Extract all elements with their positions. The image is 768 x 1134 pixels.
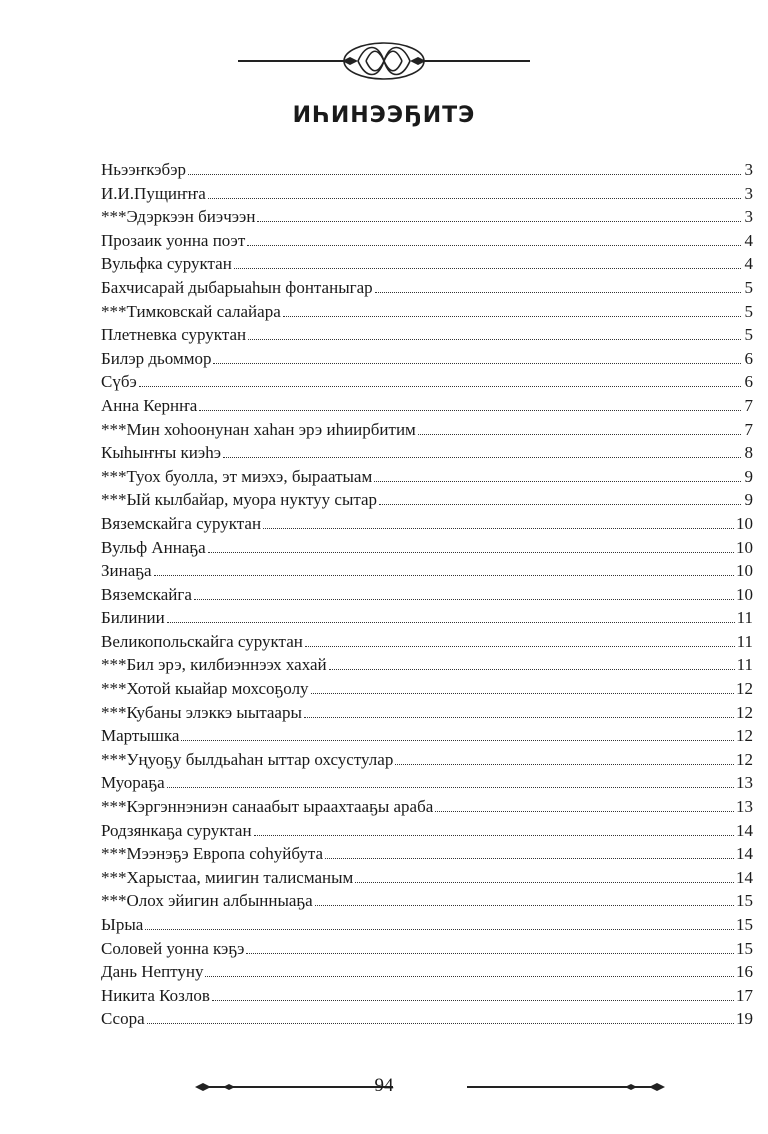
toc-dot-leader <box>325 857 734 859</box>
toc-entry <box>101 276 753 300</box>
toc-entry-title: Ньээҥкэбэр <box>101 160 186 179</box>
toc-dot-leader <box>395 763 734 765</box>
toc-entry-title: Кыһыҥҥы киэһэ <box>101 443 221 463</box>
toc-entry-page: 12 <box>736 679 753 699</box>
toc-entry <box>101 889 753 913</box>
toc-entry-title: ***Эдэркээн биэчээн <box>101 207 256 227</box>
toc-entry-page: 3 <box>744 183 753 203</box>
toc-entry-title: Бахчисарай дыбарыаһын фонтаныгар <box>101 277 373 297</box>
toc-entry-title: Вяземскайга <box>101 584 192 604</box>
toc-dot-leader <box>208 551 734 553</box>
toc-entry <box>101 394 753 418</box>
toc-dot-leader <box>355 881 734 883</box>
toc-entry-title: Вяземскайга суруктан <box>101 513 262 533</box>
toc-entry-page: 6 <box>744 372 753 392</box>
toc-entry-title: Никита Козлов <box>101 985 210 1005</box>
toc-entry-page: 6 <box>744 348 753 368</box>
toc-entry-title: ***Ый кылбайар, муора нуктуу сытар <box>101 490 378 510</box>
toc-entry <box>101 370 753 394</box>
toc-entry <box>101 347 753 371</box>
toc-entry-page: 4 <box>744 230 753 250</box>
toc-entry-title: ***Бил эрэ, килбиэннээх хахай <box>101 655 327 675</box>
toc-entry-title: Билинии <box>101 608 165 628</box>
toc-dot-leader <box>435 810 734 812</box>
toc-entry-title: Ырыа <box>101 915 144 934</box>
toc-dot-leader <box>234 267 741 269</box>
toc-entry <box>101 630 753 654</box>
toc-entry <box>101 229 753 253</box>
toc-entry-page: 5 <box>744 277 753 297</box>
toc-entry <box>101 252 753 276</box>
page-number: 94 <box>374 1075 394 1096</box>
toc-entry-title: ***Кубаны элэккэ ыытаары <box>101 702 302 722</box>
toc-entry <box>101 677 753 701</box>
toc-entry-page: 9 <box>744 466 753 486</box>
toc-entry-title: ***Мээнэҕэ Европа соһуйбута <box>101 844 324 864</box>
toc-entry <box>101 960 753 984</box>
toc-entry-page: 7 <box>744 419 753 439</box>
toc-dot-leader <box>247 244 741 246</box>
toc-dot-leader <box>263 527 734 529</box>
toc-dot-leader <box>418 433 741 435</box>
toc-entry <box>101 701 753 725</box>
toc-entry-page: 5 <box>744 325 753 345</box>
toc-dot-leader <box>304 716 734 718</box>
toc-entry-title: ***Олох эйигин албынныаҕа <box>101 891 313 911</box>
toc-dot-leader <box>375 291 741 293</box>
toc-entry <box>101 323 753 347</box>
toc-entry-page: 12 <box>736 749 753 769</box>
toc-dot-leader <box>223 456 741 458</box>
toc-entry <box>101 937 753 961</box>
toc-entry-title: Зинаҕа <box>101 561 152 581</box>
toc-entry-title: Плетневка суруктан <box>101 325 247 345</box>
toc-entry-title: Сүбэ <box>101 372 137 392</box>
toc-entry <box>101 748 753 772</box>
toc-dot-leader <box>154 574 734 576</box>
toc-entry <box>101 300 753 324</box>
toc-entry-title: Дань Нептуну <box>101 962 204 982</box>
toc-entry-page: 14 <box>736 844 753 864</box>
toc-entry-page: 10 <box>736 513 753 533</box>
toc-entry-title: ***Туох буолла, эт миэхэ, быраатыам <box>101 466 373 486</box>
toc-entry-title: Муораҕа <box>101 773 165 793</box>
toc-dot-leader <box>188 173 741 175</box>
toc-entry-page: 7 <box>744 395 753 415</box>
toc-entry-page: 12 <box>736 702 753 722</box>
toc-entry-page: 15 <box>736 915 753 934</box>
toc-entry <box>101 606 753 630</box>
toc-entry <box>101 724 753 748</box>
toc-dot-leader <box>311 692 734 694</box>
toc-entry-title: Вульф Аннаҕа <box>101 537 206 557</box>
toc-entry-page: 11 <box>736 655 753 675</box>
toc-dot-leader <box>147 1022 734 1024</box>
toc-entry-title: Прозаик уонна поэт <box>101 230 246 250</box>
toc-entry-page: 8 <box>744 443 753 463</box>
toc-entry <box>101 512 753 536</box>
toc-entry-title: ***Тимковскай салайара <box>101 301 281 321</box>
toc-entry-page: 19 <box>736 1009 753 1029</box>
toc-entry-page: 10 <box>736 584 753 604</box>
toc-entry-title: Мартышка <box>101 726 180 746</box>
page-title: ИҺИНЭЭҔИТЭ <box>292 103 476 128</box>
toc-entry-page: 13 <box>736 773 753 793</box>
toc-dot-leader <box>167 621 735 623</box>
toc-dot-leader <box>374 480 741 482</box>
toc-entry-page: 5 <box>744 301 753 321</box>
toc-entry-page: 14 <box>736 867 753 887</box>
toc-entry <box>101 559 753 583</box>
toc-dot-leader <box>139 385 741 387</box>
toc-dot-leader <box>145 928 734 930</box>
toc-entry-page: 3 <box>744 160 753 179</box>
decorative-header-ornament <box>238 38 530 84</box>
toc-dot-leader <box>257 220 741 222</box>
toc-dot-leader <box>329 668 735 670</box>
toc-entry-title: ***Мин хоһоонунан хаһан эрэ иһиирбитим <box>101 419 416 439</box>
toc-entry-title: Анна Кернҥа <box>101 395 198 415</box>
toc-dot-leader <box>205 975 734 977</box>
toc-entry <box>101 795 753 819</box>
toc-dot-leader <box>379 503 741 505</box>
toc-entry-title: Ссора <box>101 1009 145 1029</box>
toc-entry-title: ***Уңуоҕу былдьаһан ыттар охсустулар <box>101 749 394 769</box>
toc-entry-title: Великопольскайга суруктан <box>101 631 303 651</box>
toc-dot-leader <box>254 834 734 836</box>
toc-entry-title: И.И.Пущиҥҥа <box>101 183 206 203</box>
toc-entry <box>101 913 753 937</box>
toc-entry-page: 3 <box>744 207 753 227</box>
toc-entry-page: 10 <box>736 561 753 581</box>
toc-entry <box>101 158 753 182</box>
toc-entry-page: 14 <box>736 820 753 840</box>
toc-dot-leader <box>248 338 741 340</box>
toc-entry <box>101 536 753 560</box>
toc-entry <box>101 653 753 677</box>
toc-entry <box>101 583 753 607</box>
toc-entry-title: Билэр дьоммор <box>101 348 212 368</box>
toc-dot-leader <box>208 197 741 199</box>
toc-entry <box>101 488 753 512</box>
toc-entry <box>101 1007 753 1031</box>
toc-dot-leader <box>315 904 734 906</box>
toc-entry-page: 15 <box>736 938 753 958</box>
toc-dot-leader <box>283 315 741 317</box>
toc-dot-leader <box>194 598 734 600</box>
toc-entry-title: Родзянкаҕа суруктан <box>101 820 252 840</box>
toc-entry <box>101 465 753 489</box>
toc-entry-page: 15 <box>736 891 753 911</box>
toc-dot-leader <box>167 786 734 788</box>
toc-entry-title: Соловей уонна кэҕэ <box>101 938 245 958</box>
toc-entry-page: 11 <box>736 608 753 628</box>
toc-entry-page: 9 <box>744 490 753 510</box>
toc-entry <box>101 771 753 795</box>
toc-entry <box>101 182 753 206</box>
toc-entry-title: Вульфка суруктан <box>101 254 232 274</box>
toc-entry-page: 12 <box>736 726 753 746</box>
toc-entry-title: ***Кэргэннэниэн санаабыт ыраахтааҕы араба <box>101 797 434 817</box>
toc-entry-page: 11 <box>736 631 753 651</box>
toc-dot-leader <box>212 999 734 1001</box>
toc-entry <box>101 984 753 1008</box>
toc-entry <box>101 441 753 465</box>
toc-entry-page: 4 <box>744 254 753 274</box>
toc-entry <box>101 842 753 866</box>
table-of-contents <box>101 158 753 1031</box>
toc-entry <box>101 205 753 229</box>
toc-dot-leader <box>213 362 741 364</box>
toc-entry <box>101 418 753 442</box>
toc-dot-leader <box>246 952 734 954</box>
toc-dot-leader <box>181 739 734 741</box>
toc-entry-page: 17 <box>736 985 753 1005</box>
toc-entry <box>101 866 753 890</box>
toc-entry-page: 10 <box>736 537 753 557</box>
toc-entry-page: 16 <box>736 962 753 982</box>
toc-dot-leader <box>199 409 741 411</box>
toc-dot-leader <box>305 645 735 647</box>
toc-entry-page: 13 <box>736 797 753 817</box>
toc-entry-title: ***Хотой кыайар мохсоҕолу <box>101 679 309 699</box>
toc-entry <box>101 819 753 843</box>
toc-entry-title: ***Харыстаа, миигин талисманым <box>101 867 354 887</box>
